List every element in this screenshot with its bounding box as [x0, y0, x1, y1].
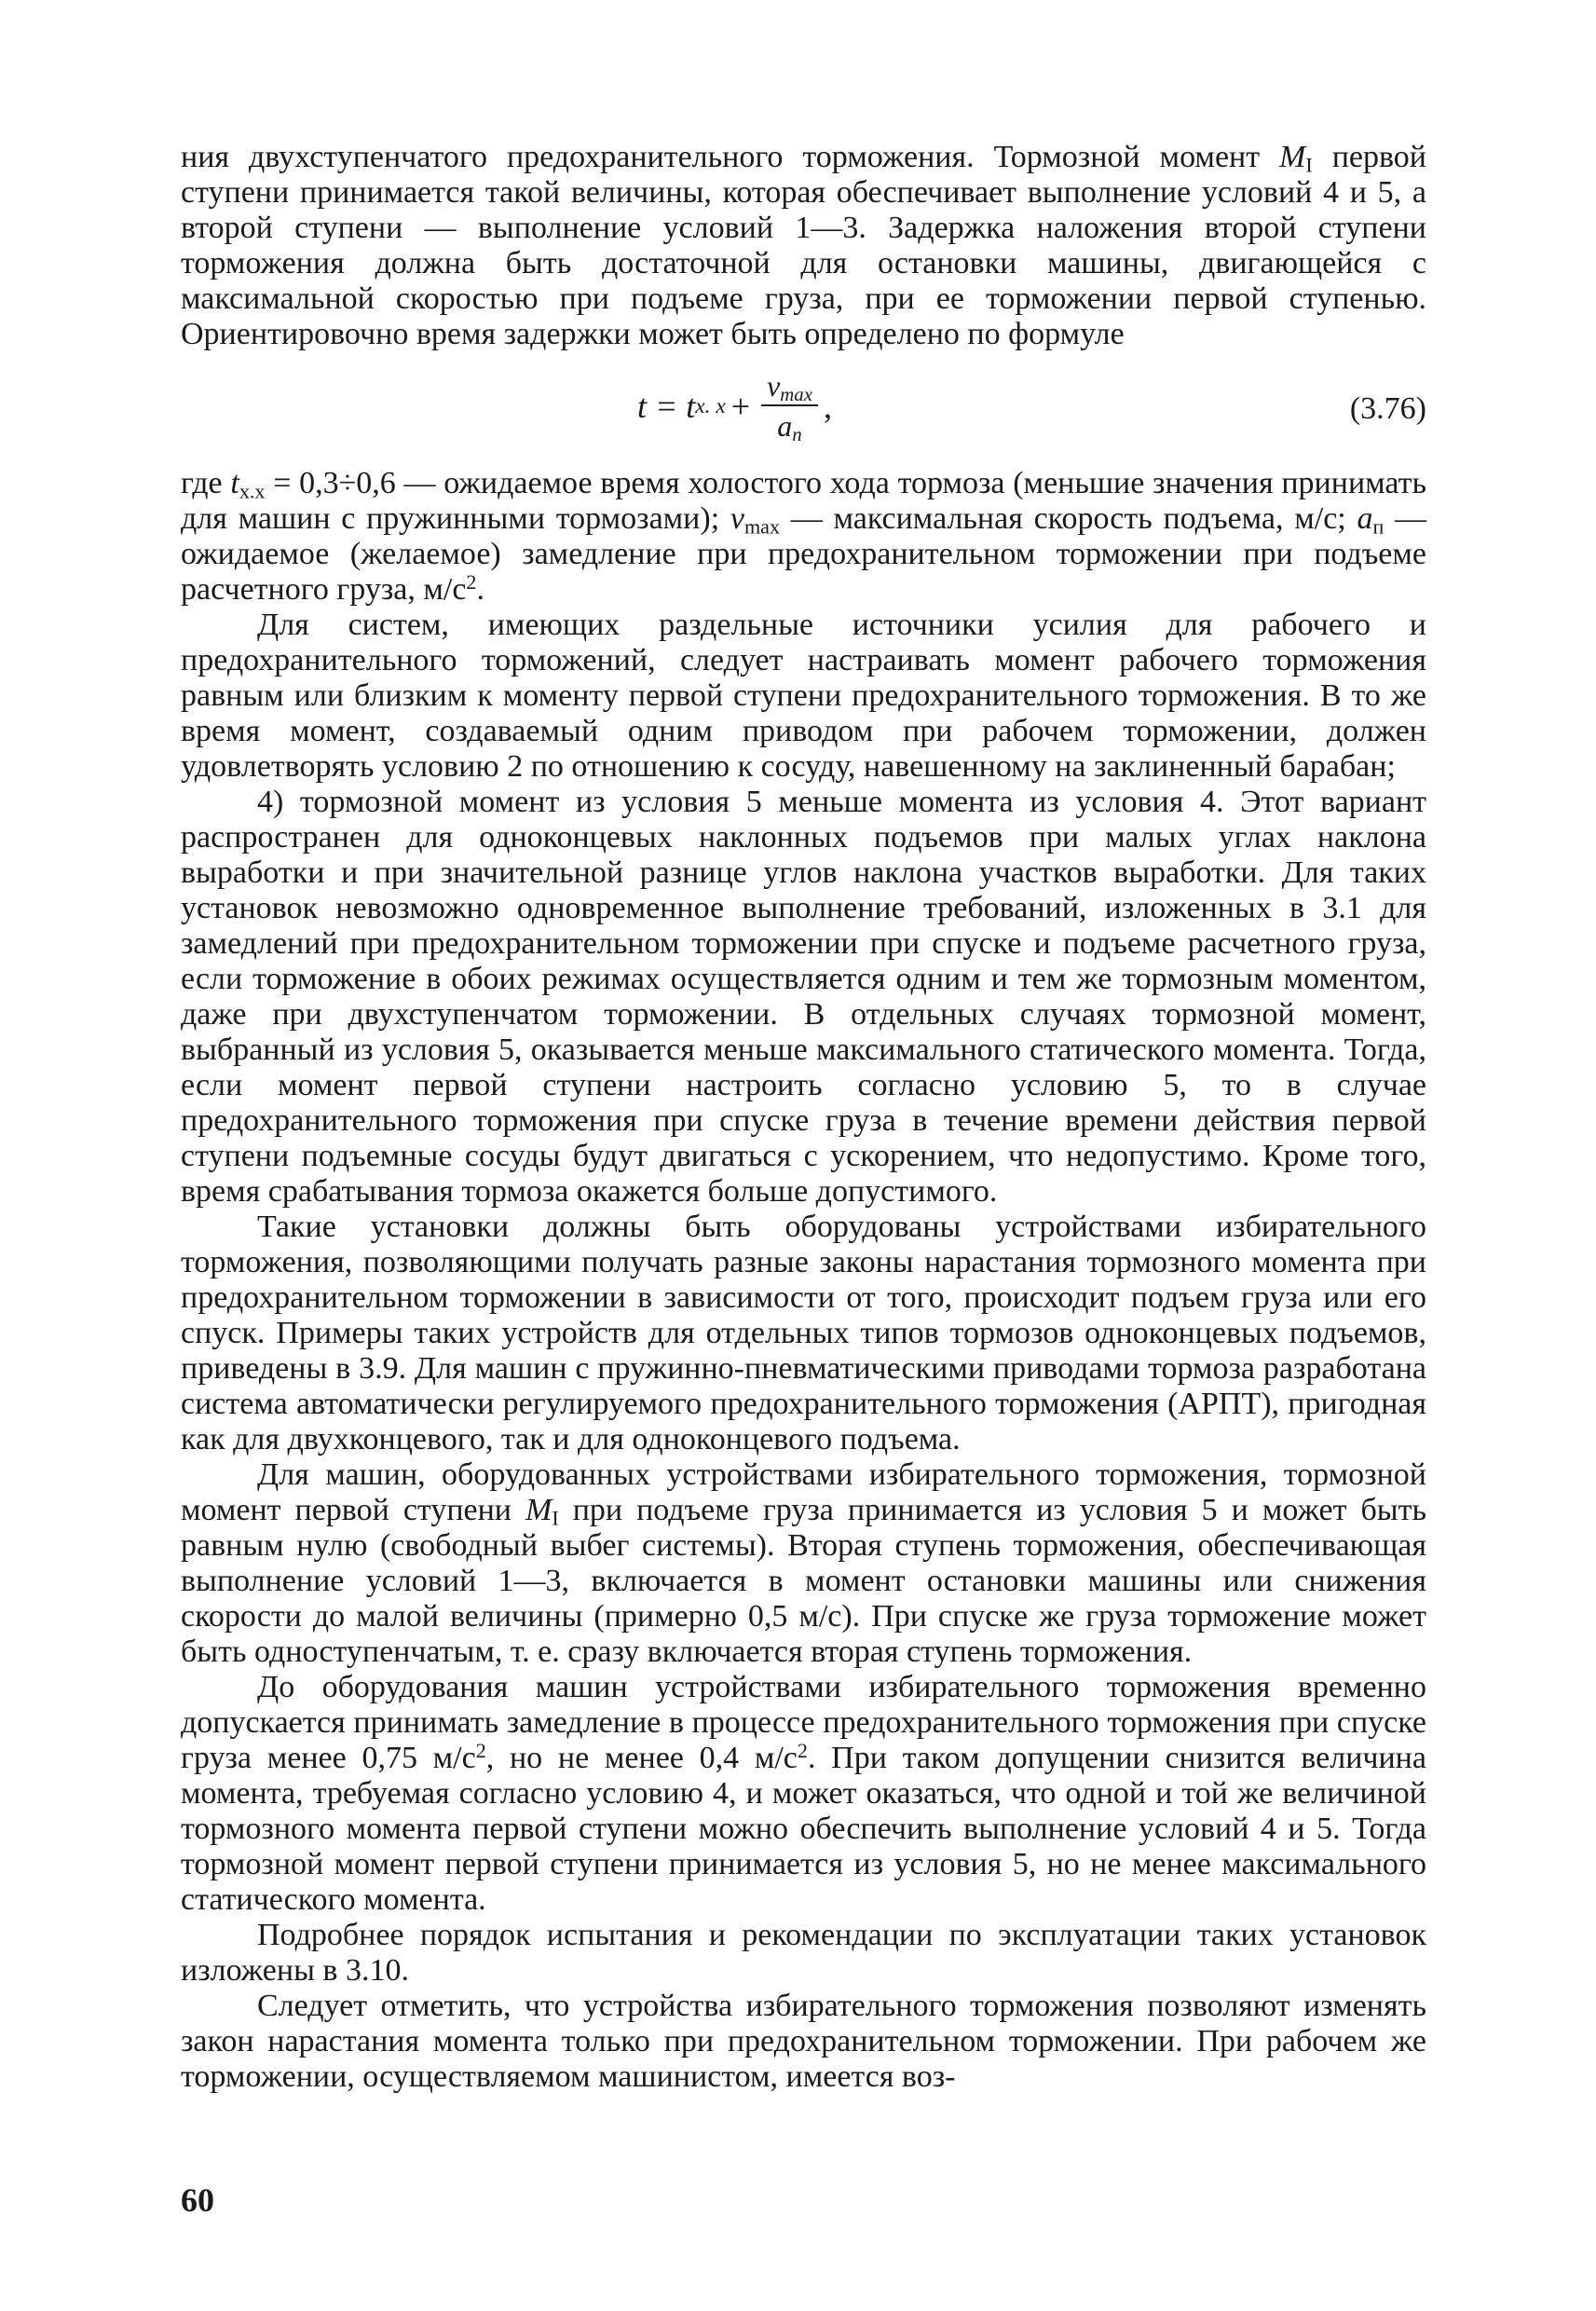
text-run: . [476, 572, 484, 607]
formula-expression: t = t x. x + $\frac{v_{max}}{a_п}$ , [637, 369, 832, 446]
formula-numerator [761, 369, 818, 406]
variable-m: M [1279, 140, 1306, 174]
paragraph-6 [181, 1670, 1426, 1918]
text-run: До оборудования машин устройствами избирательного торможения временно допускается принимать замедление в процессе предохранительного торможения при спуске груза менее 0,75 м/с [181, 1670, 1426, 1775]
text-run: . При таком допущении снизится величина момента, требуемая согласно условию 4, и может оказаться, что одной и той же величиной тормозного момента первой ступени можно обеспечить выполнение условий 4 и 5. Тогда тормозной момент первой ступени принимается из условия 5, но не менее максимального статического момента. [181, 1741, 1426, 1917]
paragraph-5 [181, 1457, 1426, 1670]
formula-lhs: t = t [637, 388, 696, 425]
page-number: 60 [181, 2181, 214, 2219]
formula-fraction [761, 369, 818, 444]
formula-plus: + [730, 388, 751, 425]
formula-3-76 [181, 356, 1426, 460]
paragraph-2: Для систем, имеющих раздельные источники усилия для рабочего и предохранительного торможений, следует настраивать момент рабочего торможения равным или близким к моменту первой ступени предохранительного торможения. В то же время момент, создаваемый одним приводом при рабочем торможении, должен удовлетворять условию 2 по отношению к сосуду, навешенному на заклиненный барабан; [181, 608, 1426, 784]
text-run: — ожидаемое (желаемое) замедление при предохранительном торможении при подъеме расчетного груза, м/с [181, 501, 1427, 607]
denominator-var: a [777, 409, 793, 443]
superscript: 2 [475, 1738, 486, 1762]
page-body [181, 140, 1426, 2095]
text-run: где [181, 466, 223, 500]
variable-m-subscript: I [552, 1506, 559, 1530]
text-run: первой ступени принимается такой величины, которая обеспечивает выполнение условий 4 и 5, а второй ступени — выполнение условий 1—3. Задержка наложения второй ступени торможения должна быть достаточной для остановки машины, двигающейся с максимальной скоростью при подъеме груза, при ее торможении первой ступенью. Ориентировочно время задержки может быть определено по формуле [181, 140, 1426, 351]
paragraph-where [181, 466, 1426, 608]
paragraph-4: Такие установки должны быть оборудованы устройствами избирательного торможения, позволяющими получать разные законы нарастания тормозного момента при предохранительном торможении в зависимости от того, происходит подъем груза или его спуск. Примеры таких устройств для отдельных типов тормозов одноконцевых подъемов, приведены в 3.9. Для машин с пружинно-пневматическими приводами тормоза разработана система автоматически регулируемого предохранительного торможения (АРПТ), пригодная как для двухконцевого, так и для одноконцевого подъема. [181, 1210, 1426, 1456]
denominator-subscript: п [792, 424, 802, 446]
variable-t-subscript: x.x [239, 479, 266, 503]
variable-a: a [1357, 501, 1373, 536]
numerator-var: v [767, 369, 781, 403]
paragraph-1 [181, 140, 1426, 352]
superscript: 2 [797, 1738, 808, 1762]
formula-comma: , [823, 388, 832, 425]
text-run: = 0,3÷0,6 — ожидаемое время холостого хода тормоза (меньшие значения принимать для машин с пружинными тормозами); [181, 466, 1426, 536]
text-run: , но не менее 0,4 м/с [485, 1741, 798, 1775]
variable-t: t [230, 466, 239, 500]
text-run: — максимальная скорость подъема, м/с; [790, 501, 1346, 536]
variable-a-subscript: п [1372, 514, 1385, 539]
paragraph-7: Подробнее порядок испытания и рекомендации по эксплуатации таких установок изложены в 3.10. [181, 1918, 1426, 1988]
equation-number: (3.76) [1349, 391, 1426, 426]
variable-v: v [730, 501, 744, 536]
variable-m: M [525, 1493, 552, 1527]
paragraph-3: 4) тормозной момент из условия 5 меньше момента из условия 4. Этот вариант распространен для одноконцевых наклонных подъемов при малых углах наклона выработки и при значительной разнице углов наклона участков выработки. Для таких установок невозможно одновременное выполнение требований, изложенных в 3.1 для замедлений при предохранительном торможении при спуске и подъеме расчетного груза, если торможение в обоих режимах осуществляется одним и тем же тормозным моментом, даже при двухступенчатом торможении. В отдельных случаях тормозной момент, выбранный из условия 5, оказывается меньше максимального статического момента. Тогда, если момент первой ступени настроить согласно условию 5, то в случае предохранительного торможения при спуске груза в течение времени действия первой ступени подъемные сосуды будут двигаться с ускорением, что недопустимо. Кроме того, время срабатывания тормоза окажется больше допустимого. [181, 785, 1426, 1209]
paragraph-8: Следует отметить, что устройства избирательного торможения позволяют изменять закон нарастания момента только при предохранительном торможении. При рабочем же торможении, осуществляемом машинистом, имеется воз- [181, 1989, 1426, 2094]
text-run: при подъеме груза принимается из условия 5 и может быть равным нулю (свободный выбег системы). Вторая ступень торможения, обеспечивающая выполнение условий 1—3, включается в момент остановки машины или снижения скорости до малой величины (примерно 0,5 м/с). При спуске же груза торможение может быть одноступенчатым, т. е. сразу включается вторая ступень торможения. [181, 1493, 1427, 1669]
formula-denominator [771, 406, 807, 444]
variable-v-subscript: max [743, 514, 781, 539]
superscript: 2 [466, 569, 477, 594]
text-run: Для машин, оборудованных устройствами избирательного торможения, тормозной момент первой ступени [181, 1457, 1426, 1527]
numerator-subscript: max [780, 384, 812, 406]
variable-m-subscript: I [1305, 153, 1313, 177]
text-run: ния двухступенчатого предохранительного торможения. Тормозной момент [181, 140, 1261, 174]
